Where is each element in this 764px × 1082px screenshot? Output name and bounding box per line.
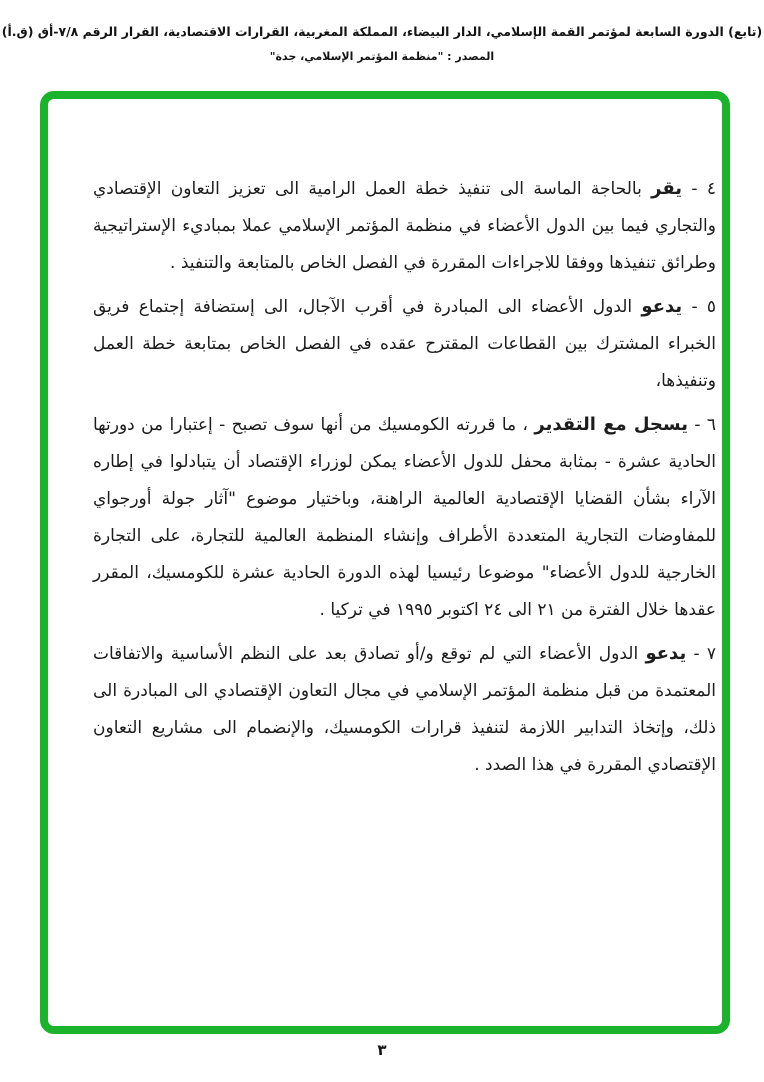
item-number-marker: ٥ - <box>691 297 717 317</box>
item-number-marker: ٧ - <box>693 644 717 664</box>
item-body-text: ، ما قررته الكومسيك من أنها سوف تصبح - إعتبارا من دورتها الحادية عشرة - بمثابة محفل للدول الأعضاء يمكن لوزراء الإقتصاد أن يتبادلوا في إطاره الآراء بشأن القضايا الإقتصادية العالمية الراهنة، وباختيار موضوع "آثار جولة أورجواي للمفاوضات التجارية المتعددة الأطراف وإنشاء المنظمة العالمية للتجارة، على التجارة الخارجية للدول الأعضاء" موضوعا رئيسيا لهذه الدورة الحادية عشرة للكومسيك، المقرر عقدها خلال الفترة من ٢١ الى ٢٤ اكتوبر ١٩٩٥ في تركيا . <box>93 415 716 620</box>
resolution-paragraph <box>93 406 716 629</box>
resolution-paragraph <box>93 635 716 784</box>
resolution-paragraph <box>93 170 716 282</box>
resolution-item <box>93 170 716 282</box>
page-number: ٣ <box>377 1041 387 1059</box>
item-body-text: بالحاجة الماسة الى تنفيذ خطة العمل الرامية الى تعزيز التعاون الإقتصادي والتجاري فيما بين الدول الأعضاء في منظمة المؤتمر الإسلامي عملا بمباديء الإستراتيجية وطرائق تنفيذها ووفقا للاجراءات المقررة في الفصل الخاص بالمتابعة والتنفيذ . <box>93 179 716 273</box>
item-number-marker: ٦ - <box>694 415 716 435</box>
item-lead-word: يدعو <box>641 296 683 317</box>
item-lead-word: يسجل مع التقدير <box>534 414 688 435</box>
resolution-item <box>93 406 716 629</box>
resolution-paragraph <box>93 288 716 400</box>
header-citation-line: (تابع) الدورة السابعة لمؤتمر القمة الإسلامي، الدار البيضاء، المملكة المغربية، القرارات الاقتصادية، القرار الرقم ٧/٨-أق (ق.أ) <box>1 24 763 39</box>
item-body-text: الدول الأعضاء الى المبادرة في أقرب الآجال، الى إستضافة إجتماع فريق الخبراء المشترك بين القطاعات المقترح عقده في الفصل الخاص بمتابعة خطة العمل وتنفيذها، <box>93 297 716 391</box>
item-body-text: الدول الأعضاء التي لم توقع و/أو تصادق بعد على النظم الأساسية والاتفاقات المعتمدة من قبل منظمة المؤتمر الإسلامي في مجال التعاون الإقتصادي الى المبادرة الى ذلك، وإتخاذ التدابير اللازمة لتنفيذ قرارات الكومسيك، والإنضمام الى مشاريع التعاون الإقتصادي المقررة في هذا الصدد . <box>93 644 716 775</box>
resolution-list <box>93 170 716 790</box>
item-number-marker: ٤ - <box>691 179 716 199</box>
item-lead-word: يدعو <box>645 643 687 664</box>
resolution-item <box>93 288 716 400</box>
item-lead-word: يقر <box>651 178 683 199</box>
document-header <box>0 24 764 63</box>
header-source-line: المصدر : "منظمة المؤتمر الإسلامي، جدة" <box>269 50 495 63</box>
resolution-item <box>93 635 716 784</box>
